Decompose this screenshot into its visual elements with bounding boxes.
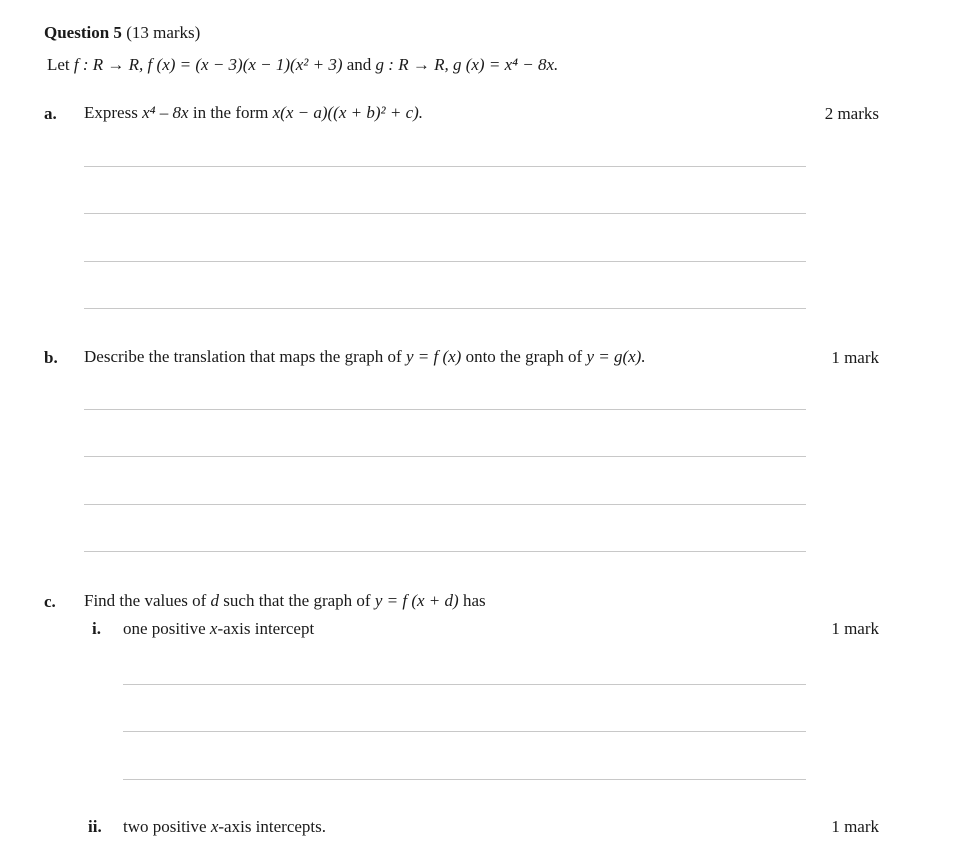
- part-b-text-mid: onto the graph of: [465, 347, 583, 366]
- part-c-i-text-before: one positive: [123, 619, 206, 638]
- answer-line: [84, 261, 806, 262]
- part-a-form: x(x − a)((x + b)² + c).: [272, 103, 424, 122]
- part-c-label: c.: [44, 592, 56, 611]
- intro-and: and: [346, 55, 372, 74]
- part-c-ii-label: ii.: [88, 817, 102, 836]
- part-a-prompt: [84, 104, 423, 121]
- part-c-variable-d: d: [210, 591, 220, 610]
- part-c-ii-text-after: -axis intercepts.: [218, 817, 327, 836]
- part-c-prompt: [84, 592, 486, 609]
- part-b-equation-f: y = f (x): [405, 347, 462, 366]
- part-c-i-marks: 1 mark: [831, 619, 879, 638]
- answer-line: [123, 731, 806, 732]
- part-c-i-variable-x: x: [209, 619, 218, 638]
- part-c-ii-variable-x: x: [210, 817, 219, 836]
- part-a-marks: 2 marks: [824, 104, 879, 123]
- part-c-ii-text-before: two positive: [123, 817, 207, 836]
- part-a-expression: x⁴ – 8x: [142, 103, 189, 122]
- part-c-equation: y = f (x + d): [374, 591, 459, 610]
- answer-line: [84, 308, 806, 309]
- answer-line: [123, 684, 806, 685]
- part-b-marks: 1 mark: [831, 348, 879, 367]
- part-c-ii-marks: 1 mark: [831, 817, 879, 836]
- question-heading: [44, 24, 200, 41]
- question-total-marks: (13 marks): [126, 23, 201, 42]
- part-c-i-prompt: [123, 620, 314, 637]
- part-a-label: a.: [44, 104, 57, 123]
- part-a-text-after: in the form: [192, 103, 269, 122]
- part-c-text-before: Find the values of: [84, 591, 207, 610]
- part-b-text-before: Describe the translation that maps the graph of: [84, 347, 402, 366]
- question-title: Question 5: [44, 23, 122, 42]
- answer-line: [84, 551, 806, 552]
- answer-line: [84, 166, 806, 167]
- part-b-label: b.: [44, 348, 58, 367]
- part-c-text-mid: such that the graph of: [223, 591, 371, 610]
- f-definition: f : R → R, f (x) = (x − 3)(x − 1)(x² + 3): [73, 55, 343, 74]
- part-b-prompt: [84, 348, 646, 365]
- part-c-ii-prompt: [123, 818, 326, 835]
- part-c-i-label: i.: [92, 619, 101, 638]
- g-definition: g : R → R, g (x) = x⁴ − 8x.: [375, 55, 559, 74]
- answer-line: [84, 213, 806, 214]
- answer-line: [84, 456, 806, 457]
- part-c-i-text-after: -axis intercept: [217, 619, 315, 638]
- intro-let: Let: [47, 55, 70, 74]
- part-c-text-after: has: [462, 591, 486, 610]
- answer-line: [123, 779, 806, 780]
- part-b-equation-g: y = g(x).: [586, 347, 646, 366]
- part-a-text-before: Express: [84, 103, 138, 122]
- answer-line: [84, 504, 806, 505]
- question-intro: [47, 56, 558, 73]
- answer-line: [84, 409, 806, 410]
